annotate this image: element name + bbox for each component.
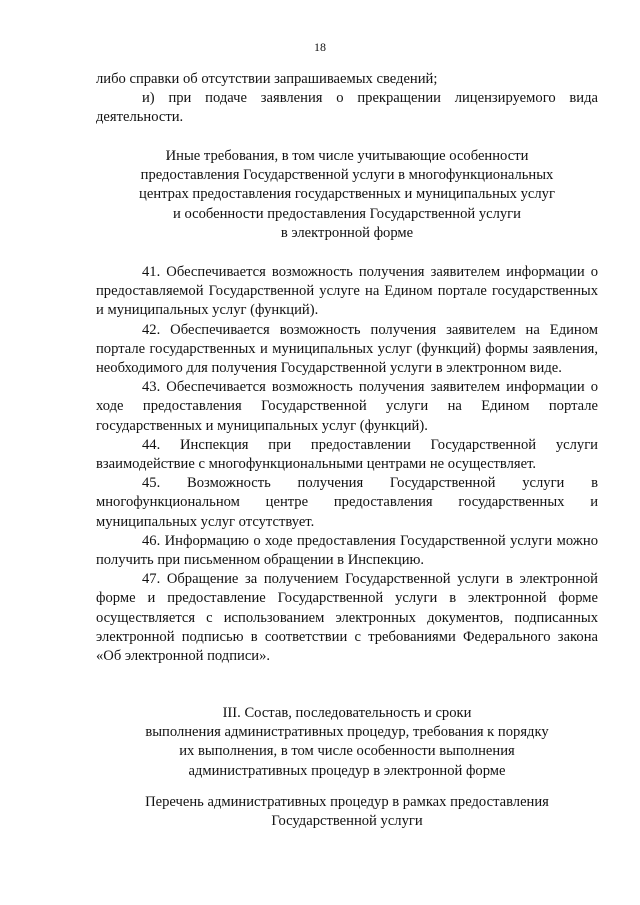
- heading-line: в электронной форме: [280, 224, 414, 241]
- paragraph-47: 47. Обращение за получением Государственной услуги в электронной форме и предоставление Государственной услуги в электронной форме осуществляется с использованием электронных документов, подписанных электронной подписью в соответствии с требованиями Федерального закона «Об электронной подписи».: [96, 571, 598, 665]
- text-line: либо справки об отсутствии запрашиваемых сведений;: [96, 71, 438, 87]
- paragraph-43: 43. Обеспечивается возможность получения заявителем информации о ходе предоставления Государственной услуги на Едином портале государственных и муниципальных услуг (функций).: [96, 379, 598, 434]
- heading-line: и особенности предоставления Государственной услуги: [173, 205, 521, 222]
- paragraph-41: 41. Обеспечивается возможность получения заявителем информации о предоставляемой Государственной услуге на Едином портале государственных и муниципальных услуг (функций).: [96, 264, 598, 319]
- paragraphs: [96, 263, 598, 666]
- heading-line: III. Состав, последовательность и сроки: [222, 705, 472, 721]
- heading-line: выполнения административных процедур, требования к порядку: [145, 724, 549, 741]
- top-text: [96, 70, 598, 128]
- heading-line: центрах предоставления государственных и муниципальных услуг: [139, 186, 555, 203]
- text-paragraph: и) при подаче заявления о прекращении лицензируемого вида деятельности.: [96, 90, 598, 126]
- heading-line: предоставления Государственной услуги в многофункциональных: [140, 167, 554, 184]
- heading-line: Перечень административных процедур в рамках предоставления: [145, 794, 549, 810]
- chapter-heading: [96, 704, 598, 781]
- heading-line: их выполнения, в том числе особенности выполнения: [179, 743, 515, 760]
- paragraph-44: 44. Инспекция при предоставлении Государственной услуги взаимодействие с многофункциональными центрами не осуществляет.: [96, 436, 598, 473]
- paragraph-45: 45. Возможность получения Государственной услуги в многофункциональном центре предоставления государственных и муниципальных услуг отсутствует.: [96, 475, 598, 530]
- section-heading: [96, 147, 598, 243]
- subheading: [96, 793, 598, 831]
- paragraph-42: 42. Обеспечивается возможность получения заявителем на Едином портале государственных и муниципальных услуг (функций) формы заявления, необходимого для получения Государственной услуги в электронном виде.: [96, 321, 598, 377]
- heading-line: Государственной услуги: [271, 813, 423, 830]
- paragraph-46: 46. Информацию о ходе предоставления Государственной услуги можно получить при письменном обращении в Инспекцию.: [96, 532, 598, 569]
- page-number: 18: [314, 40, 326, 54]
- heading-line: административных процедур в электронной форме: [188, 762, 506, 779]
- heading-line: Иные требования, в том числе учитывающие особенности: [165, 148, 529, 164]
